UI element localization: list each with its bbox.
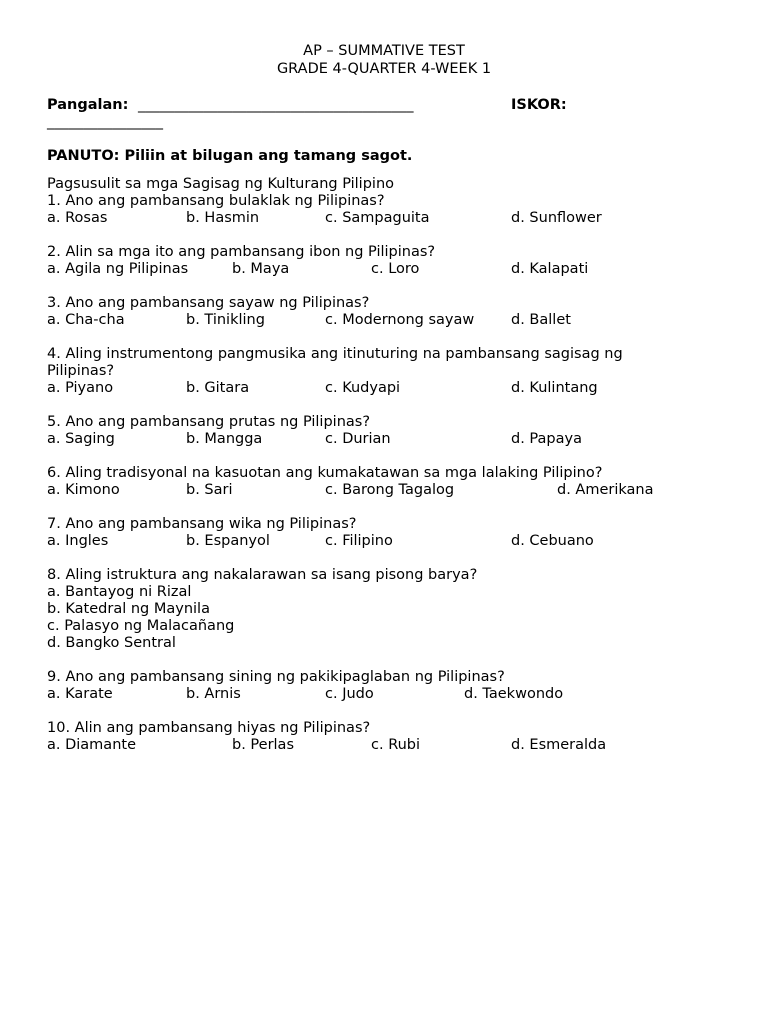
q9-choice-b: b. Arnis: [186, 686, 241, 702]
name-blank: ______________________________________: [138, 97, 414, 113]
q6-choice-a: a. Kimono: [47, 482, 120, 498]
question-4: 4. Aling instrumentong pangmusika ang itinuturing na pambansang sagisag ng: [47, 346, 623, 362]
q4-choice-a: a. Piyano: [47, 380, 114, 396]
q8-choice-a: a. Bantayog ni Rizal: [47, 584, 192, 600]
q3-choice-d: d. Ballet: [511, 312, 571, 328]
q8-choice-c: c. Palasyo ng Malacañang: [47, 618, 235, 634]
question-10: 10. Alin ang pambansang hiyas ng Pilipinas?: [47, 720, 371, 736]
q4-choice-b: b. Gitara: [186, 380, 250, 396]
q3-choice-a: a. Cha-cha: [47, 312, 125, 328]
question-5: 5. Ano ang pambansang prutas ng Pilipinas?: [47, 414, 371, 430]
question-9: 9. Ano ang pambansang sining ng pakikipaglaban ng Pilipinas?: [47, 669, 505, 685]
q7-choice-c: c. Filipino: [325, 533, 393, 549]
question-1: 1. Ano ang pambansang bulaklak ng Pilipinas?: [47, 193, 385, 209]
test-title: AP – SUMMATIVE TEST: [303, 43, 465, 59]
q6-choice-c: c. Barong Tagalog: [325, 482, 455, 498]
q1-choice-c: c. Sampaguita: [325, 210, 430, 226]
q4-choice-c: c. Kudyapi: [325, 380, 401, 396]
q2-choice-c: c. Loro: [371, 261, 420, 277]
q9-choice-c: c. Judo: [325, 686, 374, 702]
score-blank: ________________: [47, 114, 163, 130]
q3-choice-c: c. Modernong sayaw: [325, 312, 475, 328]
q10-choice-a: a. Diamante: [47, 737, 136, 753]
q1-choice-b: b. Hasmin: [186, 210, 260, 226]
question-4-continued: Pilipinas?: [47, 363, 115, 379]
q7-choice-d: d. Cebuano: [511, 533, 594, 549]
q4-choice-d: d. Kulintang: [511, 380, 598, 396]
q5-choice-d: d. Papaya: [511, 431, 582, 447]
question-3: 3. Ano ang pambansang sayaw ng Pilipinas?: [47, 295, 370, 311]
q3-choice-b: b. Tinikling: [186, 312, 265, 328]
name-label: Pangalan:: [47, 97, 129, 113]
q5-choice-b: b. Mangga: [186, 431, 263, 447]
q5-choice-c: c. Durian: [325, 431, 391, 447]
q8-choice-b: b. Katedral ng Maynila: [47, 601, 210, 617]
question-2: 2. Alin sa mga ito ang pambansang ibon ng Pilipinas?: [47, 244, 436, 260]
q5-choice-a: a. Saging: [47, 431, 115, 447]
q9-choice-a: a. Karate: [47, 686, 113, 702]
instructions: PANUTO: Piliin at bilugan ang tamang sagot.: [47, 148, 413, 164]
q7-choice-b: b. Espanyol: [186, 533, 270, 549]
q1-choice-a: a. Rosas: [47, 210, 108, 226]
q8-choice-d: d. Bangko Sentral: [47, 635, 176, 651]
question-6: 6. Aling tradisyonal na kasuotan ang kumakatawan sa mga lalaking Pilipino?: [47, 465, 603, 481]
question-8: 8. Aling istruktura ang nakalarawan sa isang pisong barya?: [47, 567, 478, 583]
topic-heading: Pagsusulit sa mga Sagisag ng Kulturang Pilipino: [47, 176, 395, 192]
q1-choice-d: d. Sunflower: [511, 210, 602, 226]
q10-choice-c: c. Rubi: [371, 737, 421, 753]
score-label: ISKOR:: [511, 97, 567, 113]
q10-choice-d: d. Esmeralda: [511, 737, 607, 753]
q2-choice-d: d. Kalapati: [511, 261, 589, 277]
q10-choice-b: b. Perlas: [232, 737, 295, 753]
question-7: 7. Ano ang pambansang wika ng Pilipinas?: [47, 516, 357, 532]
q6-choice-d: d. Amerikana: [557, 482, 654, 498]
q2-choice-b: b. Maya: [232, 261, 290, 277]
q6-choice-b: b. Sari: [186, 482, 233, 498]
q7-choice-a: a. Ingles: [47, 533, 109, 549]
q2-choice-a: a. Agila ng Pilipinas: [47, 261, 189, 277]
test-subtitle: GRADE 4-QUARTER 4-WEEK 1: [276, 61, 492, 77]
q9-choice-d: d. Taekwondo: [464, 686, 564, 702]
